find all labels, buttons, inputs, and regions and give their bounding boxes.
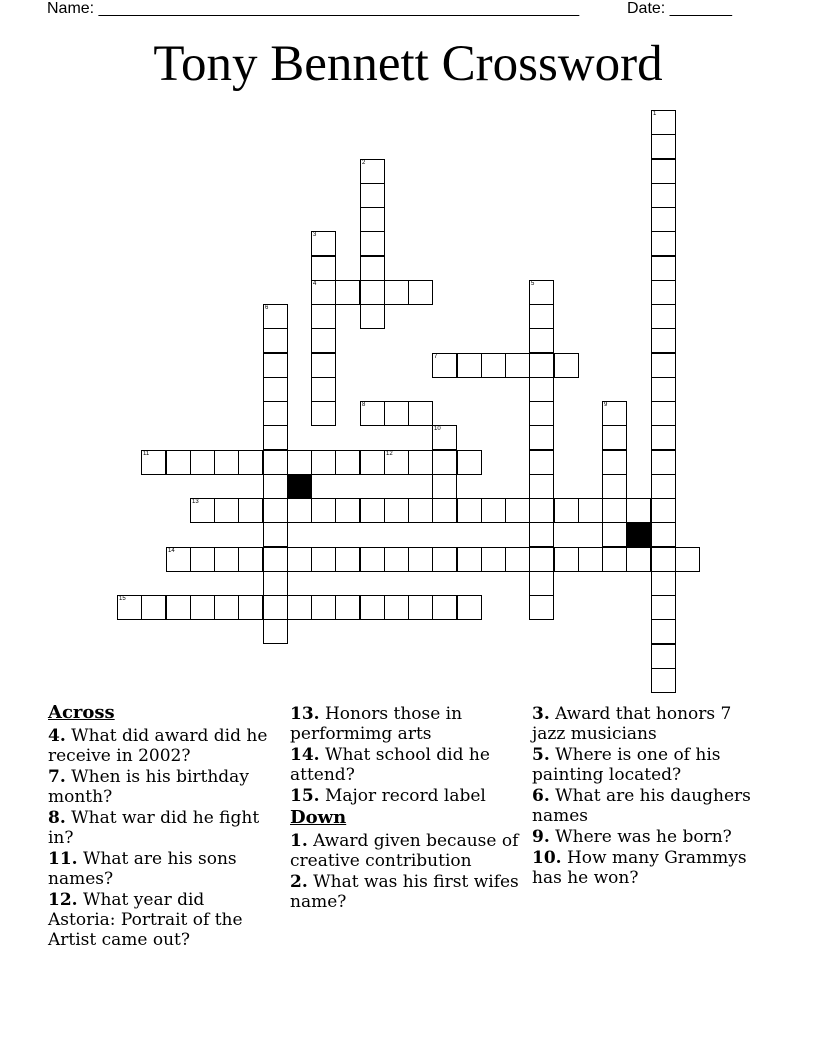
clue-across-13: 13. Honors those in performimg arts bbox=[290, 704, 463, 744]
grid-cell[interactable] bbox=[408, 595, 433, 620]
grid-cell[interactable] bbox=[384, 547, 409, 572]
grid-cell[interactable] bbox=[529, 595, 554, 620]
grid-cell[interactable] bbox=[651, 474, 676, 499]
grid-cell[interactable] bbox=[335, 547, 360, 572]
grid-cell[interactable] bbox=[529, 474, 554, 499]
grid-cell[interactable] bbox=[602, 522, 627, 547]
grid-cell[interactable] bbox=[117, 595, 142, 620]
cell-number: 11 bbox=[143, 451, 150, 457]
clue-across-8: 8. What war did he fight in? bbox=[48, 808, 260, 848]
black-square bbox=[287, 474, 312, 499]
grid-cell[interactable] bbox=[602, 401, 627, 426]
grid-cell[interactable] bbox=[335, 450, 360, 475]
grid-cell[interactable] bbox=[190, 498, 215, 523]
grid-cell[interactable] bbox=[214, 595, 239, 620]
clue-across-11: 11. What are his sons names? bbox=[48, 849, 237, 889]
grid-cell[interactable] bbox=[360, 401, 385, 426]
cell-number: 8 bbox=[362, 402, 366, 408]
grid-cell[interactable] bbox=[651, 571, 676, 596]
clue-across-15: 15. Major record label bbox=[290, 786, 486, 806]
date-label: Date: bbox=[627, 0, 666, 17]
grid-cell[interactable] bbox=[432, 353, 457, 378]
grid-cell[interactable] bbox=[238, 450, 263, 475]
grid-cell[interactable] bbox=[263, 498, 288, 523]
cell-number: 3 bbox=[313, 232, 317, 238]
grid-cell[interactable] bbox=[651, 644, 676, 669]
clue-down-10: 10. How many Grammys has he won? bbox=[532, 848, 747, 888]
grid-cell[interactable] bbox=[263, 328, 288, 353]
grid-cell[interactable] bbox=[529, 547, 554, 572]
grid-cell[interactable] bbox=[408, 547, 433, 572]
grid-cell[interactable] bbox=[651, 304, 676, 329]
grid-cell[interactable] bbox=[529, 425, 554, 450]
cell-number: 9 bbox=[604, 402, 608, 408]
grid-cell[interactable] bbox=[651, 547, 676, 572]
grid-cell[interactable] bbox=[432, 474, 457, 499]
grid-cell[interactable] bbox=[651, 619, 676, 644]
grid-cell[interactable] bbox=[651, 159, 676, 184]
grid-cell[interactable] bbox=[360, 183, 385, 208]
grid-cell[interactable] bbox=[602, 498, 627, 523]
grid-cell[interactable] bbox=[311, 401, 336, 426]
grid-cell[interactable] bbox=[311, 328, 336, 353]
grid-cell[interactable] bbox=[505, 498, 530, 523]
clue-down-9: 9. Where was he born? bbox=[532, 827, 732, 847]
grid-cell[interactable] bbox=[141, 450, 166, 475]
grid-cell[interactable] bbox=[263, 304, 288, 329]
grid-cell[interactable] bbox=[602, 450, 627, 475]
grid-cell[interactable] bbox=[651, 425, 676, 450]
grid-cell[interactable] bbox=[651, 401, 676, 426]
grid-cell[interactable] bbox=[529, 450, 554, 475]
date-line[interactable]: _______ bbox=[669, 0, 732, 17]
grid-cell[interactable] bbox=[529, 571, 554, 596]
grid-cell[interactable] bbox=[529, 377, 554, 402]
cell-number: 6 bbox=[265, 305, 269, 311]
name-label: Name: bbox=[47, 0, 95, 17]
grid-cell[interactable] bbox=[287, 498, 312, 523]
grid-cell[interactable] bbox=[578, 547, 603, 572]
grid-cell[interactable] bbox=[626, 498, 651, 523]
grid-cell[interactable] bbox=[651, 280, 676, 305]
grid-cell[interactable] bbox=[335, 595, 360, 620]
grid-cell[interactable] bbox=[481, 547, 506, 572]
grid-cell[interactable] bbox=[311, 377, 336, 402]
grid-cell[interactable] bbox=[335, 280, 360, 305]
grid-cell[interactable] bbox=[651, 207, 676, 232]
grid-cell[interactable] bbox=[214, 498, 239, 523]
grid-cell[interactable] bbox=[529, 401, 554, 426]
grid-cell[interactable] bbox=[651, 231, 676, 256]
grid-cell[interactable] bbox=[263, 353, 288, 378]
grid-cell[interactable] bbox=[166, 595, 191, 620]
grid-cell[interactable] bbox=[651, 668, 676, 693]
grid-cell[interactable] bbox=[602, 547, 627, 572]
grid-cell[interactable] bbox=[360, 231, 385, 256]
grid-cell[interactable] bbox=[360, 547, 385, 572]
grid-cell[interactable] bbox=[190, 595, 215, 620]
grid-cell[interactable] bbox=[263, 401, 288, 426]
page-title: Tony Bennett Crossword bbox=[153, 36, 663, 92]
grid-cell[interactable] bbox=[214, 547, 239, 572]
clue-down-1: 1. Award given because of creative contribution bbox=[290, 831, 519, 871]
clue-across-12: 12. What year did Astoria: Portrait of the Artist came out? bbox=[48, 890, 243, 950]
grid-cell[interactable] bbox=[505, 547, 530, 572]
grid-cell[interactable] bbox=[311, 280, 336, 305]
cell-number: 7 bbox=[434, 354, 438, 360]
grid-cell[interactable] bbox=[505, 353, 530, 378]
grid-cell[interactable] bbox=[287, 450, 312, 475]
clue-down-2: 2. What was his first wifes name? bbox=[290, 872, 519, 912]
across-heading: Across bbox=[48, 702, 115, 723]
grid-cell[interactable] bbox=[529, 522, 554, 547]
grid-cell[interactable] bbox=[554, 353, 579, 378]
clue-down-5: 5. Where is one of his painting located? bbox=[532, 745, 721, 785]
grid-cell[interactable] bbox=[384, 280, 409, 305]
grid-cell[interactable] bbox=[651, 353, 676, 378]
grid-cell[interactable] bbox=[651, 522, 676, 547]
grid-cell[interactable] bbox=[238, 595, 263, 620]
grid-cell[interactable] bbox=[311, 450, 336, 475]
grid-cell[interactable] bbox=[529, 280, 554, 305]
grid-cell[interactable] bbox=[190, 450, 215, 475]
grid-cell[interactable] bbox=[529, 498, 554, 523]
grid-cell[interactable] bbox=[263, 450, 288, 475]
grid-cell[interactable] bbox=[166, 547, 191, 572]
clues-column-1 bbox=[48, 702, 273, 951]
cell-number: 5 bbox=[531, 281, 535, 287]
grid-cell[interactable] bbox=[432, 595, 457, 620]
grid-cell[interactable] bbox=[311, 256, 336, 281]
grid-cell[interactable] bbox=[263, 474, 288, 499]
grid-cell[interactable] bbox=[360, 304, 385, 329]
grid-cell[interactable] bbox=[360, 498, 385, 523]
grid-cell[interactable] bbox=[432, 425, 457, 450]
grid-cell[interactable] bbox=[335, 498, 360, 523]
grid-cell[interactable] bbox=[481, 353, 506, 378]
name-line[interactable]: ______________________________________________________ bbox=[98, 0, 580, 17]
grid-cell[interactable] bbox=[238, 547, 263, 572]
grid-cell[interactable] bbox=[214, 450, 239, 475]
cell-number: 2 bbox=[362, 160, 366, 166]
cell-number: 15 bbox=[119, 596, 126, 602]
grid-cell[interactable] bbox=[408, 280, 433, 305]
grid-cell[interactable] bbox=[263, 595, 288, 620]
grid-cell[interactable] bbox=[384, 450, 409, 475]
grid-cell[interactable] bbox=[408, 498, 433, 523]
grid-cell[interactable] bbox=[457, 547, 482, 572]
down-heading: Down bbox=[290, 807, 347, 828]
grid-cell[interactable] bbox=[360, 159, 385, 184]
grid-cell[interactable] bbox=[457, 595, 482, 620]
grid-cell[interactable] bbox=[384, 595, 409, 620]
clue-across-7: 7. When is his birthday month? bbox=[48, 767, 249, 807]
cell-number: 4 bbox=[313, 281, 317, 287]
cell-number: 14 bbox=[168, 548, 175, 554]
clue-down-6: 6. What are his daughers names bbox=[532, 786, 751, 826]
grid-cell[interactable] bbox=[602, 425, 627, 450]
grid-cell[interactable] bbox=[141, 595, 166, 620]
black-square bbox=[626, 522, 651, 547]
grid-cell[interactable] bbox=[190, 547, 215, 572]
grid-cell[interactable] bbox=[675, 547, 700, 572]
grid-cell[interactable] bbox=[384, 401, 409, 426]
clue-down-3: 3. Award that honors 7 jazz musicians bbox=[532, 704, 732, 744]
clues-column-2 bbox=[290, 704, 520, 913]
grid-cell[interactable] bbox=[554, 547, 579, 572]
grid-cell[interactable] bbox=[263, 619, 288, 644]
cell-number: 10 bbox=[434, 426, 441, 432]
grid-cell[interactable] bbox=[287, 547, 312, 572]
clue-across-14: 14. What school did he attend? bbox=[290, 745, 490, 785]
grid-cell[interactable] bbox=[554, 498, 579, 523]
grid-cell[interactable] bbox=[263, 377, 288, 402]
grid-cell[interactable] bbox=[432, 450, 457, 475]
cell-number: 1 bbox=[653, 111, 657, 117]
grid-cell[interactable] bbox=[263, 425, 288, 450]
grid-cell[interactable] bbox=[360, 280, 385, 305]
grid-cell[interactable] bbox=[651, 110, 676, 135]
grid-cell[interactable] bbox=[529, 328, 554, 353]
grid-cell[interactable] bbox=[263, 571, 288, 596]
grid-cell[interactable] bbox=[651, 328, 676, 353]
grid-cell[interactable] bbox=[238, 498, 263, 523]
grid-cell[interactable] bbox=[263, 547, 288, 572]
grid-cell[interactable] bbox=[651, 498, 676, 523]
cell-number: 12 bbox=[386, 451, 393, 457]
grid-cell[interactable] bbox=[166, 450, 191, 475]
grid-cell[interactable] bbox=[457, 450, 482, 475]
grid-cell[interactable] bbox=[651, 450, 676, 475]
grid-cell[interactable] bbox=[263, 522, 288, 547]
grid-cell[interactable] bbox=[287, 595, 312, 620]
grid-cell[interactable] bbox=[311, 547, 336, 572]
grid-cell[interactable] bbox=[432, 498, 457, 523]
grid-cell[interactable] bbox=[651, 377, 676, 402]
grid-cell[interactable] bbox=[360, 207, 385, 232]
grid-cell[interactable] bbox=[529, 353, 554, 378]
grid-cell[interactable] bbox=[602, 474, 627, 499]
grid-cell[interactable] bbox=[408, 450, 433, 475]
grid-cell[interactable] bbox=[578, 498, 603, 523]
grid-cell[interactable] bbox=[360, 256, 385, 281]
cell-number: 13 bbox=[192, 499, 199, 505]
grid-cell[interactable] bbox=[651, 134, 676, 159]
grid-cell[interactable] bbox=[651, 595, 676, 620]
grid-cell[interactable] bbox=[651, 183, 676, 208]
grid-cell[interactable] bbox=[626, 547, 651, 572]
grid-cell[interactable] bbox=[311, 231, 336, 256]
grid-cell[interactable] bbox=[360, 450, 385, 475]
grid-cell[interactable] bbox=[457, 498, 482, 523]
grid-cell[interactable] bbox=[311, 353, 336, 378]
clue-across-4: 4. What did award did he receive in 2002? bbox=[48, 726, 268, 766]
grid-cell[interactable] bbox=[432, 547, 457, 572]
grid-cell[interactable] bbox=[360, 595, 385, 620]
grid-cell[interactable] bbox=[457, 353, 482, 378]
grid-cell[interactable] bbox=[311, 498, 336, 523]
grid-cell[interactable] bbox=[529, 304, 554, 329]
grid-cell[interactable] bbox=[481, 498, 506, 523]
grid-cell[interactable] bbox=[311, 304, 336, 329]
grid-cell[interactable] bbox=[651, 256, 676, 281]
grid-cell[interactable] bbox=[408, 401, 433, 426]
grid-cell[interactable] bbox=[311, 595, 336, 620]
grid-cell[interactable] bbox=[384, 498, 409, 523]
clues-column-3 bbox=[532, 704, 762, 889]
